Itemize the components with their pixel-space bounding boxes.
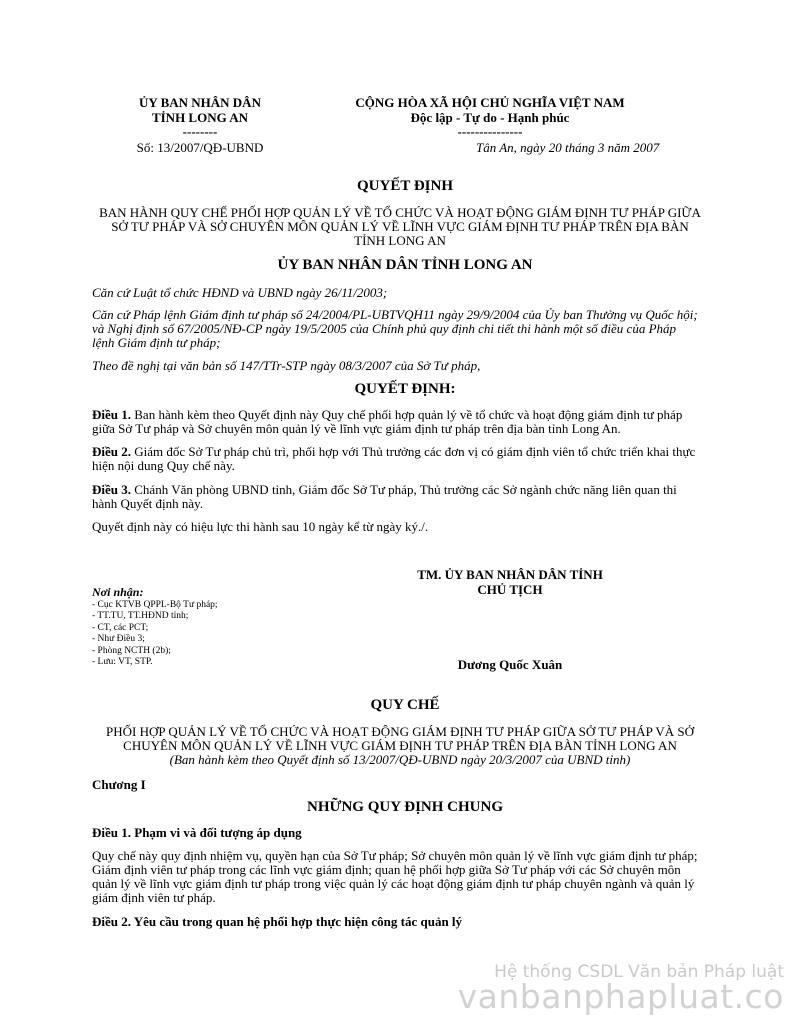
signature-role: TM. ỦY BAN NHÂN DÂN TỈNH — [417, 567, 603, 582]
authority-title: ỦY BAN NHÂN DÂN TỈNH LONG AN — [277, 257, 533, 273]
article-2-line1: Điều 2. Giám đốc Sở Tư pháp chủ trì, phối hợp với Thủ trưởng các đơn vị có giám định viên tổ chức triển khai thực — [92, 444, 696, 459]
decision-heading: QUYẾT ĐỊNH: — [354, 381, 456, 397]
effect-clause: Quyết định này có hiệu lực thi hành sau 10 ngày kể từ ngày ký./. — [92, 519, 429, 534]
article-3-label: Điều 3. — [92, 482, 131, 497]
chapter-title: NHỮNG QUY ĐỊNH CHUNG — [307, 799, 503, 815]
decision-title: QUYẾT ĐỊNH — [357, 178, 453, 194]
chapter-label: Chương I — [92, 777, 146, 792]
issuer-name: ỦY BAN NHÂN DÂN — [139, 95, 261, 110]
regulation-article-1-line4: giám định viên tư pháp. — [92, 890, 216, 905]
national-separator: --------------- — [457, 124, 523, 139]
article-2-label: Điều 2. — [92, 444, 131, 459]
watermark-line1: Hệ thống CSDL Văn bản Pháp luật — [494, 962, 784, 982]
article-3-line1: Điều 3. Chánh Văn phòng UBND tỉnh, Giám đốc Sở Tư pháp, Thủ trưởng các Sở ngành chức năng liên quan thi — [92, 482, 677, 497]
article-2-line2: hiện nội dung Quy chế này. — [92, 458, 235, 473]
recipient-item: - TT.TU, TT.HĐND tỉnh; — [92, 611, 189, 622]
issuer-province: TỈNH LONG AN — [151, 110, 249, 125]
recipient-item: - Như Điều 3; — [92, 634, 145, 645]
regulation-subtitle-2: CHUYÊN MÔN QUẢN LÝ VỀ LĨNH VỰC GIÁM ĐỊNH TƯ PHÁP TRÊN ĐỊA BÀN TỈNH LONG AN — [123, 738, 677, 753]
regulation-article-2-title: Điều 2. Yêu cầu trong quan hệ phối hợp thực hiện công tác quản lý — [92, 914, 463, 929]
regulation-issued-note: (Ban hành kèm theo Quyết định số 13/2007/QĐ-UBND ngày 20/3/2007 của UBND tỉnh) — [169, 752, 631, 767]
signer-name: Dương Quốc Xuân — [457, 657, 563, 672]
decision-subtitle-1: BAN HÀNH QUY CHẾ PHỐI HỢP QUẢN LÝ VỀ TỔ CHỨC VÀ HOẠT ĐỘNG GIÁM ĐỊNH TƯ PHÁP GIỮA — [99, 205, 701, 220]
article-1-line2: giữa Sở Tư pháp và Sở chuyên môn quản lý về lĩnh vực giám định tư pháp trên địa bàn tỉnh Long An. — [92, 421, 621, 436]
article-1-label: Điều 1. — [92, 407, 131, 422]
recipients-list — [92, 600, 352, 668]
recipient-item: - Phòng NCTH (2b); — [92, 645, 171, 656]
regulation-article-1-line1: Quy chế này quy định nhiệm vụ, quyền hạn của Sở Tư pháp; Sở chuyên môn quản lý về lĩnh vực giám định tư pháp; — [92, 848, 698, 863]
issue-date: Tân An, ngày 20 tháng 3 năm 2007 — [476, 140, 660, 155]
legal-basis-1: Căn cứ Luật tổ chức HĐND và UBND ngày 26/11/2003; — [92, 285, 388, 300]
legal-basis-2-line2: và Nghị định số 67/2005/NĐ-CP ngày 19/5/2005 của Chính phủ quy định chi tiết thi hành một số điều của Pháp — [92, 321, 677, 336]
legal-basis-2-line3: lệnh Giám định tư pháp; — [92, 335, 221, 350]
article-3-line2: hành Quyết định này. — [92, 496, 204, 511]
recipient-item: - Cục KTVB QPPL-Bộ Tư pháp; — [92, 600, 218, 610]
watermark-line2: vanbanphapluat.co — [457, 977, 784, 1016]
regulation-article-1-line3: quản lý về lĩnh vực giám định tư pháp trong việc quản lý các hoạt động giám định tư pháp chuyên ngành và quản lý — [92, 876, 695, 891]
regulation-article-1-line2: Giám định viên tư pháp trong các lĩnh vực giám định; quan hệ phối hợp giữa Sở Tư pháp với các Sở chuyên môn — [92, 862, 681, 877]
decision-subtitle-2: SỞ TƯ PHÁP VÀ SỞ CHUYÊN MÔN QUẢN LÝ VỀ LĨNH VỰC GIÁM ĐỊNH TƯ PHÁP TRÊN ĐỊA BÀN — [111, 219, 689, 234]
national-title: CỘNG HÒA XÃ HỘI CHỦ NGHĨA VIỆT NAM — [355, 95, 625, 110]
recipients-title: Nơi nhận: — [92, 585, 144, 599]
signature-title: CHỦ TỊCH — [477, 582, 543, 597]
recipient-item: - CT, các PCT; — [92, 622, 149, 633]
issuer-separator: -------- — [182, 124, 218, 139]
legal-basis-3: Theo đề nghị tại văn bản số 147/TTr-STP ngày 08/3/2007 của Sở Tư pháp, — [92, 358, 481, 373]
document-number: Số: 13/2007/QĐ-UBND — [136, 140, 264, 155]
decision-subtitle-3: TỈNH LONG AN — [354, 233, 446, 248]
regulation-title: QUY CHẾ — [370, 697, 440, 713]
national-motto: Độc lập - Tự do - Hạnh phúc — [410, 110, 570, 125]
regulation-article-1-title: Điều 1. Phạm vi và đối tượng áp dụng — [92, 825, 302, 840]
regulation-subtitle-1: PHỐI HỢP QUẢN LÝ VỀ TỔ CHỨC VÀ HOẠT ĐỘNG GIÁM ĐỊNH TƯ PHÁP GIỮA SỞ TƯ PHÁP VÀ SỞ — [106, 724, 694, 739]
recipient-item: - Lưu: VT, STP. — [92, 657, 153, 668]
legal-basis-2-line1: Căn cứ Pháp lệnh Giám định tư pháp số 24/2004/PL-UBTVQH11 ngày 29/9/2004 của Ủy ban Thường vụ Quốc hội; — [92, 307, 698, 322]
article-1-line1: Điều 1. Ban hành kèm theo Quyết định này Quy chế phối hợp quản lý về tổ chức và hoạt động giám định tư pháp — [92, 407, 683, 422]
